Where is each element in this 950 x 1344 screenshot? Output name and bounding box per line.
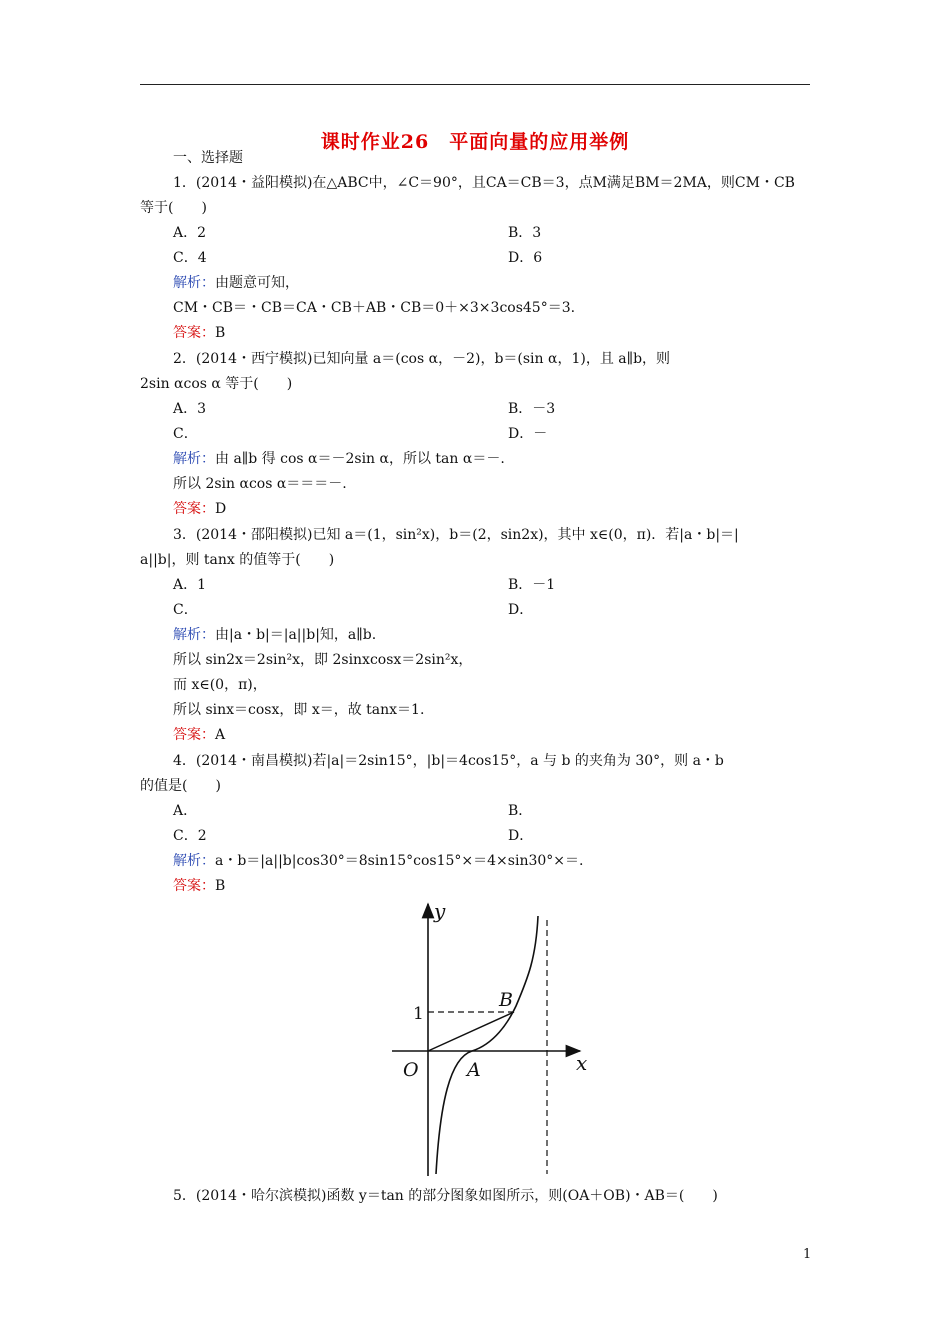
q3-sol-text: 由|a・b|＝|a||b|知，a∥b. [215, 627, 377, 643]
q1-solution [173, 274, 299, 292]
q1-sol-text: 由题意可知， [215, 275, 299, 291]
q4-answer [173, 877, 225, 895]
q1-answer [173, 324, 225, 342]
q2-option-c: C． [173, 426, 198, 442]
segment-ob [428, 1012, 514, 1051]
q3-answer [173, 726, 225, 744]
q4-option-a: A． [173, 803, 198, 819]
x-label: x [576, 1051, 588, 1075]
q1-stem-cont: 等于( ) [140, 200, 207, 216]
q2-option-a: A．3 [173, 401, 207, 417]
tick-one-label: 1 [413, 1004, 424, 1024]
page-title: 课时作业26 平面向量的应用举例 [320, 131, 630, 153]
tan-graph [390, 898, 600, 1183]
section-heading: 一、选择题 [173, 150, 243, 166]
q3-option-d: D． [508, 602, 534, 618]
q3-solution-3: 而 x∈(0，π)， [173, 677, 267, 693]
tan-curve [436, 916, 538, 1174]
q2-stem-cont: 2sin αcos α 等于( ) [140, 376, 293, 392]
q4-stem-cont: 的值是( ) [140, 778, 221, 794]
q2-option-d: D．－ [508, 426, 548, 442]
q2-ans: D [215, 501, 227, 517]
q1-solution-2: CM・CB＝・CB＝CA・CB＋AB・CB＝0＋×3×3cos45°＝3. [173, 300, 576, 316]
q3-option-b: B．－1 [508, 577, 556, 593]
point-b-label: B [499, 989, 513, 1011]
q1-option-d: D．6 [508, 250, 543, 266]
q4-stem: 4．(2014・南昌模拟)若|a|＝2sin15°，|b|＝4cos15°，a 与 b 的夹角为 30°，则 a・b [173, 753, 724, 769]
q4-option-d: D． [508, 828, 534, 844]
q3-option-c: C． [173, 602, 198, 618]
q2-sol-label: 解析： [173, 451, 215, 467]
q1-option-a: A．2 [173, 225, 207, 241]
q4-sol-label: 解析： [173, 853, 215, 869]
q2-ans-label: 答案： [173, 501, 215, 517]
q3-solution-2: 所以 sin2x＝2sin²x，即 2sinxcosx＝2sin²x， [173, 652, 473, 668]
q4-ans: B [215, 878, 226, 894]
q3-sol-label: 解析： [173, 627, 215, 643]
q3-ans-label: 答案： [173, 727, 215, 743]
q3-stem-cont: a||b|，则 tanx 的值等于( ) [140, 552, 335, 568]
q1-ans-label: 答案： [173, 325, 215, 341]
q3-solution [173, 626, 376, 644]
point-a-label: A [467, 1059, 481, 1081]
q4-sol-text: a・b＝|a||b|cos30°＝8sin15°cos15°×＝4×sin30°×＝. [215, 853, 584, 869]
q3-option-a: A．1 [173, 577, 207, 593]
header-rule [140, 84, 810, 85]
q4-option-c: C．2 [173, 828, 207, 844]
q1-ans: B [215, 325, 226, 341]
q4-option-b: B． [508, 803, 533, 819]
q2-solution-2: 所以 2sin αcos α＝＝＝－. [173, 476, 347, 492]
q2-stem: 2．(2014・西宁模拟)已知向量 a＝(cos α，－2)，b＝(sin α，1)，且 a∥b，则 [173, 351, 671, 367]
page-number: 1 [803, 1247, 812, 1262]
q1-option-c: C．4 [173, 250, 207, 266]
origin-label: O [403, 1059, 419, 1081]
q1-sol-label: 解析： [173, 275, 215, 291]
q3-ans: A [215, 727, 226, 743]
y-label: y [434, 899, 446, 923]
q2-option-b: B．－3 [508, 401, 556, 417]
q2-answer [173, 500, 226, 518]
q3-stem: 3．(2014・邵阳模拟)已知 a＝(1，sin²x)，b＝(2，sin2x)，其中 x∈(0，π)．若|a・b|＝| [173, 527, 739, 543]
q1-option-b: B．3 [508, 225, 542, 241]
q1-stem: 1．(2014・益阳模拟)在△ABC中，∠C＝90°，且CA＝CB＝3，点M满足BM＝2MA，则CM・CB [173, 175, 795, 191]
q5-stem: 5．(2014・哈尔滨模拟)函数 y＝tan 的部分图象如图所示，则(OA＋OB)・AB＝( ) [173, 1188, 718, 1204]
q4-solution [173, 852, 583, 870]
q2-solution [173, 450, 505, 468]
q4-ans-label: 答案： [173, 878, 215, 894]
q3-solution-4: 所以 sinx＝cosx，即 x＝，故 tanx＝1. [173, 702, 425, 718]
q2-sol-text: 由 a∥b 得 cos α＝－2sin α，所以 tan α＝－. [215, 451, 505, 467]
